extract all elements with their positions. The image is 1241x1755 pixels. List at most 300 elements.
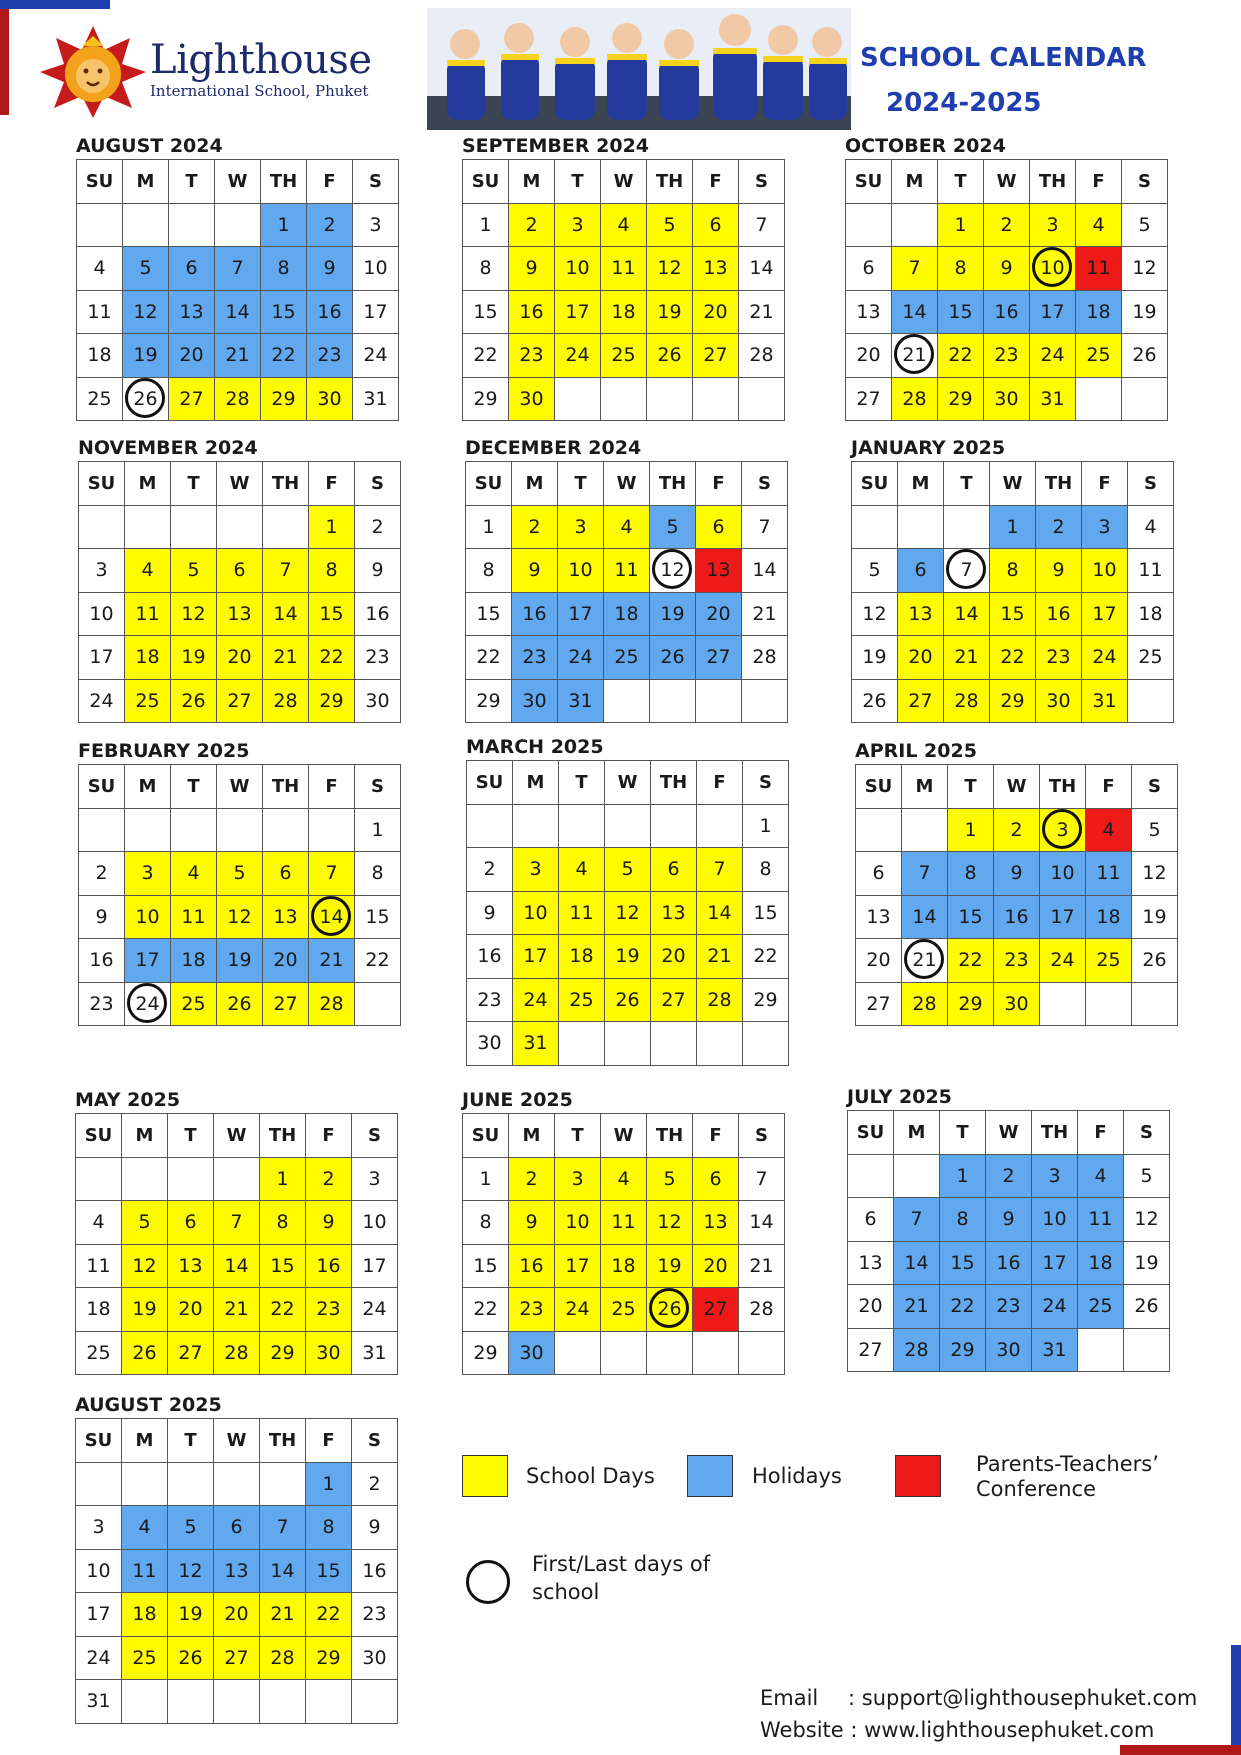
day-number: 30 [362, 1646, 387, 1669]
day-cell [214, 1593, 260, 1637]
day-number: 13 [866, 905, 891, 928]
day-number: 10 [565, 1211, 590, 1234]
day-number: 20 [703, 1254, 728, 1277]
day-cell [697, 935, 743, 979]
week-row [852, 549, 1174, 593]
week-row [856, 939, 1178, 983]
day-cell [650, 636, 696, 680]
empty-cell [604, 679, 650, 723]
weekday-header: S [355, 765, 401, 809]
day-cell [309, 982, 355, 1026]
day-number: 13 [703, 1211, 728, 1234]
day-number: 5 [1140, 1164, 1153, 1187]
day-cell [509, 203, 555, 247]
day-cell [994, 982, 1040, 1026]
corner-accent-blue-top [0, 0, 110, 9]
day-number: 28 [904, 1338, 929, 1361]
day-cell [1122, 334, 1168, 378]
day-cell [261, 247, 307, 291]
day-number: 4 [1094, 1164, 1107, 1187]
day-number: 22 [753, 945, 778, 968]
empty-cell [697, 1022, 743, 1066]
day-cell [948, 808, 994, 852]
day-cell [1078, 1241, 1124, 1285]
day-number: 18 [611, 1254, 636, 1277]
week-row [76, 1680, 398, 1724]
day-cell [986, 1241, 1032, 1285]
week-row [76, 1157, 398, 1201]
day-number: 5 [868, 559, 881, 582]
weekday-header: TH [647, 1114, 693, 1158]
weekday-header: M [892, 160, 938, 204]
weekday-header: S [743, 761, 789, 805]
day-cell [122, 1506, 168, 1550]
day-cell [125, 679, 171, 723]
weekday-header: S [355, 462, 401, 506]
day-cell [856, 852, 902, 896]
weekday-header: TH [651, 761, 697, 805]
website-label: Website [760, 1718, 844, 1742]
day-cell [306, 1506, 352, 1550]
day-cell [848, 1198, 894, 1242]
day-cell [214, 1288, 260, 1332]
day-cell [76, 1331, 122, 1375]
corner-accent-red-left [0, 0, 9, 115]
day-number: 26 [862, 689, 887, 712]
day-cell [217, 895, 263, 939]
day-number: 25 [1086, 344, 1111, 367]
day-number: 20 [178, 1298, 203, 1321]
day-cell [739, 290, 785, 334]
day-number: 11 [1138, 559, 1163, 582]
empty-cell [651, 1022, 697, 1066]
day-cell [513, 891, 559, 935]
day-cell [306, 1549, 352, 1593]
weekday-header: TH [263, 462, 309, 506]
day-cell [463, 247, 509, 291]
day-number: 6 [709, 1167, 722, 1190]
day-cell [898, 636, 944, 680]
day-cell [168, 1636, 214, 1680]
weekday-header: SU [76, 1114, 122, 1158]
day-cell [846, 247, 892, 291]
day-number: 2 [1052, 515, 1065, 538]
day-number: 19 [1134, 1251, 1159, 1274]
day-number: 30 [519, 1341, 544, 1364]
month-may-2025 [75, 1089, 398, 1375]
day-number: 10 [1040, 257, 1065, 280]
week-row [467, 1022, 789, 1066]
day-cell [742, 592, 788, 636]
empty-cell [309, 808, 355, 852]
day-number: 21 [749, 1254, 774, 1277]
empty-cell [601, 377, 647, 421]
day-cell [509, 1157, 555, 1201]
day-number: 21 [902, 344, 927, 367]
day-number: 8 [479, 257, 492, 280]
weekday-header: T [555, 160, 601, 204]
day-number: 3 [141, 862, 154, 885]
day-number: 6 [233, 559, 246, 582]
day-number: 20 [227, 646, 252, 669]
week-row [463, 1331, 785, 1375]
day-cell [902, 895, 948, 939]
day-cell [693, 1244, 739, 1288]
day-number: 31 [523, 1032, 548, 1055]
day-number: 2 [1000, 213, 1013, 236]
month-grid [78, 764, 401, 1026]
weekday-header: SU [79, 765, 125, 809]
day-number: 26 [227, 992, 252, 1015]
day-cell [260, 1244, 306, 1288]
weekday-header: TH [261, 160, 307, 204]
weekday-header-row [856, 765, 1178, 809]
day-cell [466, 549, 512, 593]
day-number: 15 [271, 300, 296, 323]
day-number: 11 [1088, 1208, 1113, 1231]
day-cell [309, 592, 355, 636]
day-cell [1036, 679, 1082, 723]
day-number: 17 [362, 1254, 387, 1277]
weekday-header: T [171, 462, 217, 506]
day-cell [76, 1549, 122, 1593]
day-number: 30 [994, 387, 1019, 410]
day-number: 16 [365, 602, 390, 625]
day-number: 21 [225, 344, 250, 367]
day-number: 27 [866, 992, 891, 1015]
school-days-swatch [462, 1455, 508, 1497]
day-cell [1030, 334, 1076, 378]
day-number: 27 [706, 646, 731, 669]
day-cell [512, 679, 558, 723]
day-cell [1040, 852, 1086, 896]
day-number: 16 [317, 300, 342, 323]
day-cell [217, 939, 263, 983]
day-cell [467, 848, 513, 892]
day-cell [263, 549, 309, 593]
weekday-header: F [306, 1419, 352, 1463]
day-number: 7 [231, 257, 244, 280]
day-cell [79, 592, 125, 636]
day-cell [894, 1328, 940, 1372]
day-cell [948, 939, 994, 983]
email-row [760, 1682, 1197, 1714]
weekday-header: TH [1040, 765, 1086, 809]
day-number: 22 [950, 1295, 975, 1318]
day-number: 21 [319, 949, 344, 972]
weekday-header: TH [1032, 1111, 1078, 1155]
weekday-header: F [309, 765, 355, 809]
day-number: 6 [230, 1516, 243, 1539]
day-cell [739, 247, 785, 291]
weekday-header: W [214, 1419, 260, 1463]
day-number: 11 [135, 602, 160, 625]
day-cell [555, 290, 601, 334]
day-cell [263, 982, 309, 1026]
day-cell [894, 1241, 940, 1285]
day-number: 23 [1004, 949, 1029, 972]
day-cell [990, 679, 1036, 723]
week-row [79, 549, 401, 593]
day-cell [1124, 1154, 1170, 1198]
calendar-title [860, 36, 1190, 126]
weekday-header: TH [260, 1419, 306, 1463]
empty-cell [693, 377, 739, 421]
day-number: 6 [709, 213, 722, 236]
day-cell [742, 505, 788, 549]
day-number: 4 [620, 515, 633, 538]
day-number: 29 [473, 1341, 498, 1364]
day-cell [463, 203, 509, 247]
weekday-header-row [77, 160, 399, 204]
day-number: 10 [363, 257, 388, 280]
day-cell [650, 592, 696, 636]
day-cell [1032, 1241, 1078, 1285]
day-cell [169, 247, 215, 291]
website-separator: : [850, 1718, 858, 1742]
day-number: 27 [273, 992, 298, 1015]
day-number: 12 [1134, 1208, 1159, 1231]
day-number: 13 [227, 602, 252, 625]
day-cell [1128, 592, 1174, 636]
day-number: 22 [319, 646, 344, 669]
weekday-header: F [309, 462, 355, 506]
day-number: 27 [179, 387, 204, 410]
day-number: 17 [523, 945, 548, 968]
day-number: 28 [273, 689, 298, 712]
weekday-header: S [1132, 765, 1178, 809]
day-cell [168, 1593, 214, 1637]
day-cell [994, 895, 1040, 939]
day-cell [1032, 1198, 1078, 1242]
day-number: 6 [872, 862, 885, 885]
month-grid [462, 1113, 785, 1375]
day-number: 29 [271, 387, 296, 410]
day-number: 19 [132, 1298, 157, 1321]
day-cell [355, 592, 401, 636]
day-cell [1086, 895, 1132, 939]
day-number: 26 [178, 1646, 203, 1669]
day-cell [353, 247, 399, 291]
day-number: 3 [1048, 1164, 1061, 1187]
day-number: 9 [322, 1211, 335, 1234]
day-cell [168, 1549, 214, 1593]
day-number: 30 [317, 387, 342, 410]
week-row [856, 982, 1178, 1026]
day-number: 19 [181, 646, 206, 669]
week-row [463, 377, 785, 421]
day-cell [944, 679, 990, 723]
week-row [77, 247, 399, 291]
day-cell [986, 1198, 1032, 1242]
month-january-2025 [851, 437, 1174, 723]
day-cell [122, 1636, 168, 1680]
day-number: 23 [362, 1603, 387, 1626]
day-cell [898, 549, 944, 593]
day-cell [352, 1331, 398, 1375]
empty-cell [260, 1462, 306, 1506]
day-number: 15 [319, 602, 344, 625]
day-number: 2 [1002, 1164, 1015, 1187]
day-number: 8 [964, 862, 977, 885]
month-grid [851, 461, 1174, 723]
empty-cell [467, 804, 513, 848]
day-number: 28 [912, 992, 937, 1015]
day-cell [306, 1462, 352, 1506]
week-row [848, 1154, 1170, 1198]
day-number: 16 [996, 1251, 1021, 1274]
month-title: MAY 2025 [75, 1089, 181, 1111]
day-number: 18 [132, 1603, 157, 1626]
day-cell [1036, 592, 1082, 636]
empty-cell [214, 1462, 260, 1506]
day-cell [739, 203, 785, 247]
day-cell [509, 290, 555, 334]
week-row [467, 848, 789, 892]
day-cell [353, 290, 399, 334]
day-number: 17 [1092, 602, 1117, 625]
day-cell [1078, 1198, 1124, 1242]
day-number: 25 [135, 689, 160, 712]
month-march-2025 [466, 736, 789, 1066]
weekday-header-row [76, 1114, 398, 1158]
month-december-2024 [465, 437, 788, 723]
empty-cell [76, 1462, 122, 1506]
day-cell [1032, 1154, 1078, 1198]
day-number: 12 [132, 1254, 157, 1277]
empty-cell [1040, 982, 1086, 1026]
day-cell [122, 1244, 168, 1288]
day-cell [171, 852, 217, 896]
day-number: 18 [87, 344, 112, 367]
day-number: 19 [657, 300, 682, 323]
day-cell [902, 852, 948, 896]
day-number: 11 [86, 1254, 111, 1277]
day-cell [214, 1244, 260, 1288]
day-number: 24 [1042, 1295, 1067, 1318]
day-number: 2 [371, 515, 384, 538]
day-cell [513, 848, 559, 892]
day-cell [1132, 808, 1178, 852]
day-cell [1040, 939, 1086, 983]
day-number: 11 [614, 559, 639, 582]
website-address[interactable]: www.lighthousephuket.com [864, 1718, 1155, 1742]
day-cell [647, 203, 693, 247]
day-cell [76, 1506, 122, 1550]
day-cell [307, 290, 353, 334]
day-number: 5 [1138, 213, 1151, 236]
email-separator: : [848, 1686, 856, 1710]
empty-cell [79, 505, 125, 549]
weekday-header: T [555, 1114, 601, 1158]
day-cell [1086, 852, 1132, 896]
day-cell [559, 935, 605, 979]
day-number: 8 [277, 257, 290, 280]
day-cell [125, 592, 171, 636]
day-cell [463, 1157, 509, 1201]
day-number: 25 [614, 646, 639, 669]
day-cell [263, 679, 309, 723]
day-number: 25 [1096, 949, 1121, 972]
day-cell [856, 895, 902, 939]
month-grid [462, 159, 785, 421]
day-number: 23 [994, 344, 1019, 367]
day-number: 10 [523, 901, 548, 924]
day-cell [1128, 505, 1174, 549]
day-cell [984, 290, 1030, 334]
day-cell [309, 679, 355, 723]
day-number: 14 [319, 905, 344, 928]
day-number: 14 [749, 1211, 774, 1234]
day-cell [739, 1201, 785, 1245]
first-last-label-line-2: school [532, 1580, 600, 1604]
day-cell [848, 1285, 894, 1329]
day-number: 13 [178, 1254, 203, 1277]
empty-cell [647, 377, 693, 421]
weekday-header-row [79, 765, 401, 809]
day-cell [76, 1593, 122, 1637]
week-row [466, 636, 788, 680]
day-cell [693, 247, 739, 291]
day-number: 4 [138, 1516, 151, 1539]
day-cell [171, 939, 217, 983]
day-cell [260, 1331, 306, 1375]
day-number: 4 [575, 858, 588, 881]
day-number: 11 [569, 901, 594, 924]
weekday-header-row [463, 160, 785, 204]
week-row [852, 679, 1174, 723]
empty-cell [263, 505, 309, 549]
weekday-header: T [169, 160, 215, 204]
empty-cell [122, 1462, 168, 1506]
day-cell [555, 1201, 601, 1245]
day-cell [1076, 334, 1122, 378]
day-cell [852, 549, 898, 593]
day-number: 8 [325, 559, 338, 582]
day-cell [309, 636, 355, 680]
weekday-header: M [894, 1111, 940, 1155]
day-number: 6 [184, 1211, 197, 1234]
day-cell [555, 1157, 601, 1201]
day-number: 11 [132, 1559, 157, 1582]
day-cell [217, 636, 263, 680]
day-cell [604, 549, 650, 593]
empty-cell [739, 1331, 785, 1375]
day-cell [261, 203, 307, 247]
day-cell [1032, 1285, 1078, 1329]
day-cell [76, 1680, 122, 1724]
month-april-2025 [855, 740, 1178, 1026]
month-title: AUGUST 2025 [75, 1394, 222, 1416]
email-address[interactable]: support@lighthousephuket.com [861, 1686, 1198, 1710]
day-cell [693, 1201, 739, 1245]
contact-info [760, 1682, 1197, 1746]
day-number: 11 [1096, 862, 1121, 885]
day-number: 23 [1046, 646, 1071, 669]
day-number: 7 [713, 858, 726, 881]
day-number: 22 [316, 1603, 341, 1626]
empty-cell [217, 808, 263, 852]
day-cell [77, 247, 123, 291]
day-number: 26 [1132, 344, 1157, 367]
day-cell [353, 334, 399, 378]
day-number: 9 [323, 257, 336, 280]
day-number: 16 [519, 1254, 544, 1277]
day-number: 17 [1050, 905, 1075, 928]
day-cell [1040, 895, 1086, 939]
day-cell [123, 247, 169, 291]
day-cell [352, 1462, 398, 1506]
